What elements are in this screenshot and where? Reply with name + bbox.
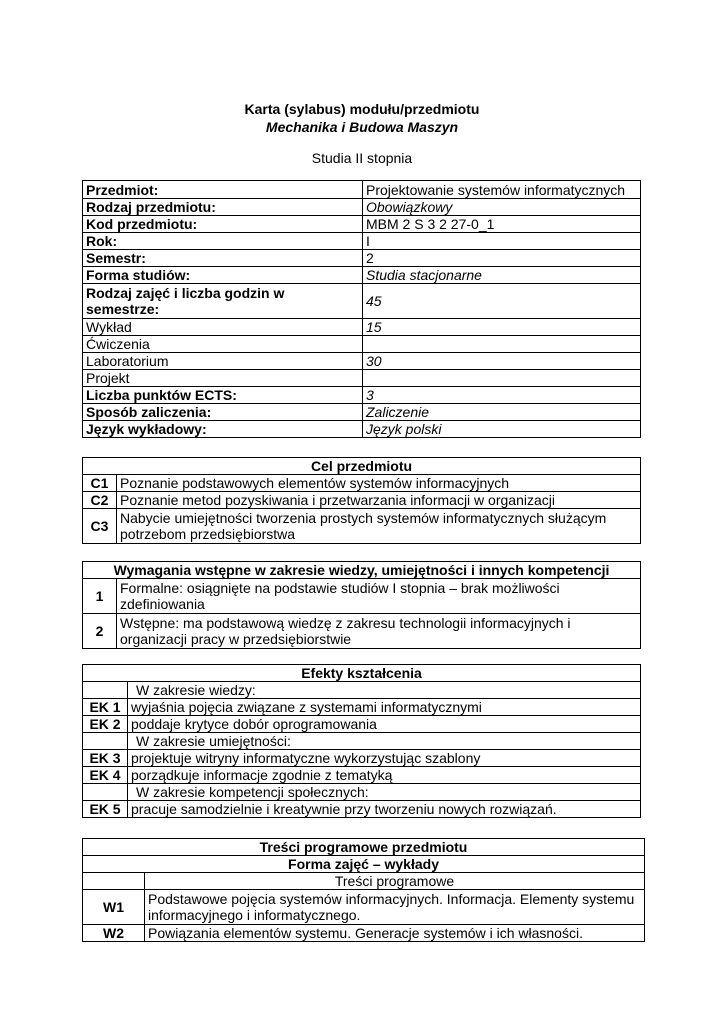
content-title: Treści programowe przedmiotu xyxy=(83,839,645,856)
content-form: Forma zajęć – wykłady xyxy=(83,856,645,873)
outcome-code xyxy=(83,784,128,801)
info-value: Zaliczenie xyxy=(363,404,641,421)
study-level: Studia II stopnia xyxy=(311,150,413,166)
course-info-table xyxy=(82,180,641,438)
info-label: Laboratorium xyxy=(83,353,363,370)
outcome-code: EK 1 xyxy=(83,699,128,716)
content-subheader: Treści programowe xyxy=(145,873,645,890)
info-value: 30 xyxy=(363,353,641,370)
outcome-text: poddaje krytyce dobór oprogramowania xyxy=(128,716,641,733)
info-label: Przedmiot: xyxy=(83,181,363,199)
info-value: Obowiązkowy xyxy=(363,199,641,216)
program-content-table xyxy=(82,838,645,942)
info-label: Rodzaj zajęć i liczba godzin w semestrze: xyxy=(83,284,363,319)
outcomes-table xyxy=(82,664,641,818)
goal-code: C1 xyxy=(83,475,117,492)
requirement-text: Formalne: osiągnięte na podstawie studiów I stopnia – brak możliwości zdefiniowania xyxy=(117,579,641,614)
info-label: Semestr: xyxy=(83,250,363,267)
outcome-code xyxy=(83,733,128,750)
outcome-text: projektuje witryny informatyczne wykorzystując szablony xyxy=(128,750,641,767)
info-label: Rok: xyxy=(83,233,363,250)
info-label: Liczba punktów ECTS: xyxy=(83,387,363,404)
goals-table xyxy=(82,457,641,544)
info-label: Ćwiczenia xyxy=(83,336,363,353)
info-value: 45 xyxy=(363,284,641,319)
outcome-code: EK 2 xyxy=(83,716,128,733)
requirement-code: 1 xyxy=(83,579,117,614)
info-value: 3 xyxy=(363,387,641,404)
info-label: Rodzaj przedmiotu: xyxy=(83,199,363,216)
outcome-text: wyjaśnia pojęcia związane z systemami informatycznymi xyxy=(128,699,641,716)
goal-text: Nabycie umiejętności tworzenia prostych systemów informatycznych służącym potrzebom przedsiębiorstwa xyxy=(117,509,641,544)
outcome-code: EK 3 xyxy=(83,750,128,767)
outcome-text: pracuje samodzielnie i kreatywnie przy tworzeniu nowych rozwiązań. xyxy=(128,801,641,818)
outcome-code: EK 4 xyxy=(83,767,128,784)
content-code: W1 xyxy=(83,890,145,925)
requirement-text: Wstępne: ma podstawową wiedzę z zakresu technologii informacyjnych i organizacji pracy w przedsiębiorstwie xyxy=(117,614,641,649)
info-label: Forma studiów: xyxy=(83,267,363,284)
outcome-text: W zakresie kompetencji społecznych: xyxy=(128,784,641,801)
goals-title: Cel przedmiotu xyxy=(83,458,641,475)
content-code-header xyxy=(83,873,145,890)
requirements-title: Wymagania wstępne w zakresie wiedzy, umiejętności i innych kompetencji xyxy=(83,562,641,579)
goal-text: Poznanie podstawowych elementów systemów informacyjnych xyxy=(117,475,641,492)
info-value: Studia stacjonarne xyxy=(363,267,641,284)
content-text: Powiązania elementów systemu. Generacje systemów i ich własności. xyxy=(145,925,645,942)
info-value: 15 xyxy=(363,319,641,336)
outcome-text: W zakresie wiedzy: xyxy=(128,682,641,699)
info-value: I xyxy=(363,233,641,250)
requirements-table xyxy=(82,561,641,649)
content-text: Podstawowe pojęcia systemów informacyjnych. Informacja. Elementy systemu informacyjnego i informatycznego. xyxy=(145,890,645,925)
document-subtitle: Mechanika i Budowa Maszyn xyxy=(265,119,459,135)
content-code: W2 xyxy=(83,925,145,942)
info-value: Język polski xyxy=(363,421,641,438)
goal-code: C3 xyxy=(83,509,117,544)
info-value: MBM 2 S 3 2 27-0_1 xyxy=(363,216,641,233)
requirement-code: 2 xyxy=(83,614,117,649)
document-title: Karta (sylabus) modułu/przedmiotu xyxy=(244,101,480,117)
info-value xyxy=(363,370,641,387)
outcomes-title: Efekty kształcenia xyxy=(83,665,641,682)
info-value xyxy=(363,336,641,353)
outcome-code xyxy=(83,682,128,699)
info-label: Projekt xyxy=(83,370,363,387)
outcome-text: W zakresie umiejętności: xyxy=(128,733,641,750)
info-label: Wykład xyxy=(83,319,363,336)
info-value: 2 xyxy=(363,250,641,267)
info-value: Projektowanie systemów informatycznych xyxy=(363,181,641,199)
info-label: Kod przedmiotu: xyxy=(83,216,363,233)
outcome-text: porządkuje informacje zgodnie z tematyką xyxy=(128,767,641,784)
goal-code: C2 xyxy=(83,492,117,509)
info-label: Sposób zaliczenia: xyxy=(83,404,363,421)
outcome-code: EK 5 xyxy=(83,801,128,818)
goal-text: Poznanie metod pozyskiwania i przetwarzania informacji w organizacji xyxy=(117,492,641,509)
info-label: Język wykładowy: xyxy=(83,421,363,438)
